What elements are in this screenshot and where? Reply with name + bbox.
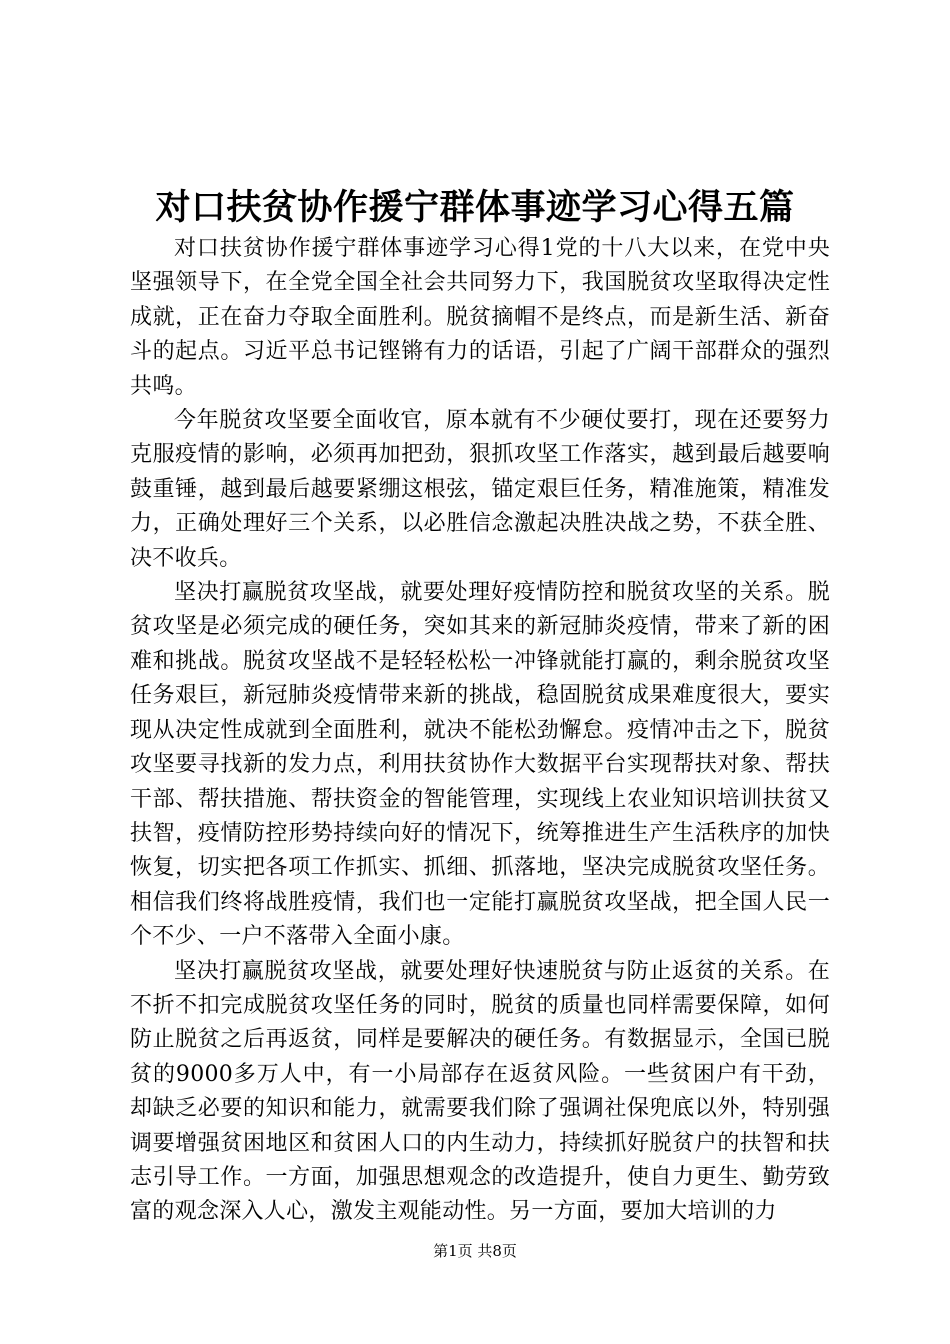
paragraph: 坚决打赢脱贫攻坚战，就要处理好快速脱贫与防止返贫的关系。在不折不扣完成脱贫攻坚任务的同时，脱贫的质量也同样需要保障，如何防止脱贫之后再返贫，同样是要解决的硬任务。有数据显示，全国已脱贫的9000多万人中，有一小局部存在返贫风险。一些贫困户有干劲，却缺乏必要的知识和能力，就需要我们除了强调社保兜底以外，特别强调要增强贫困地区和贫困人口的内生动力，持续抓好脱贫户的扶智和扶志引导工作。一方面，加强思想观念的改造提升，使自力更生、勤劳致富的观念深入人心，激发主观能动性。另一方面，要加大培训的力: [130, 958, 830, 1225]
document-title: 对口扶贫协作援宁群体事迹学习心得五篇: [155, 187, 795, 228]
paragraph: 坚决打赢脱贫攻坚战，就要处理好疫情防控和脱贫攻坚的关系。脱贫攻坚是必须完成的硬任务，突如其来的新冠肺炎疫情，带来了新的困难和挑战。脱贫攻坚战不是轻轻松松一冲锋就能打赢的，剩余脱贫攻坚任务艰巨，新冠肺炎疫情带来新的挑战，稳固脱贫成果难度很大，要实现从决定性成就到全面胜利，就决不能松劲懈怠。疫情冲击之下，脱贫攻坚要寻找新的发力点，利用扶贫协作大数据平台实现帮扶对象、帮扶干部、帮扶措施、帮扶资金的智能管理，实现线上农业知识培训扶贫又扶智，疫情防控形势持续向好的情况下，统筹推进生产生活秩序的加快恢复，切实把各项工作抓实、抓细、抓落地，坚决完成脱贫攻坚任务。相信我们终将战胜疫情，我们也一定能打赢脱贫攻坚战，把全国人民一个不少、一户不落带入全面小康。: [130, 580, 830, 950]
document-body: [130, 232, 830, 1230]
page-number-footer: 第1页 共8页: [433, 1242, 517, 1260]
paragraph: 对口扶贫协作援宁群体事迹学习心得1党的十八大以来，在党中央坚强领导下，在全党全国全社会共同努力下，我国脱贫攻坚取得决定性成就，正在奋力夺取全面胜利。脱贫摘帽不是终点，而是新生活、新奋斗的起点。习近平总书记铿锵有力的话语，引起了广阔干部群众的强烈共鸣。: [130, 236, 830, 399]
paragraph: 今年脱贫攻坚要全面收官，原本就有不少硬仗要打，现在还要努力克服疫情的影响，必须再加把劲，狠抓攻坚工作落实，越到最后越要响鼓重锤，越到最后越要紧绷这根弦，锚定艰巨任务，精准施策，精准发力，正确处理好三个关系，以必胜信念激起决胜决战之势，不获全胜、决不收兵。: [130, 408, 830, 571]
